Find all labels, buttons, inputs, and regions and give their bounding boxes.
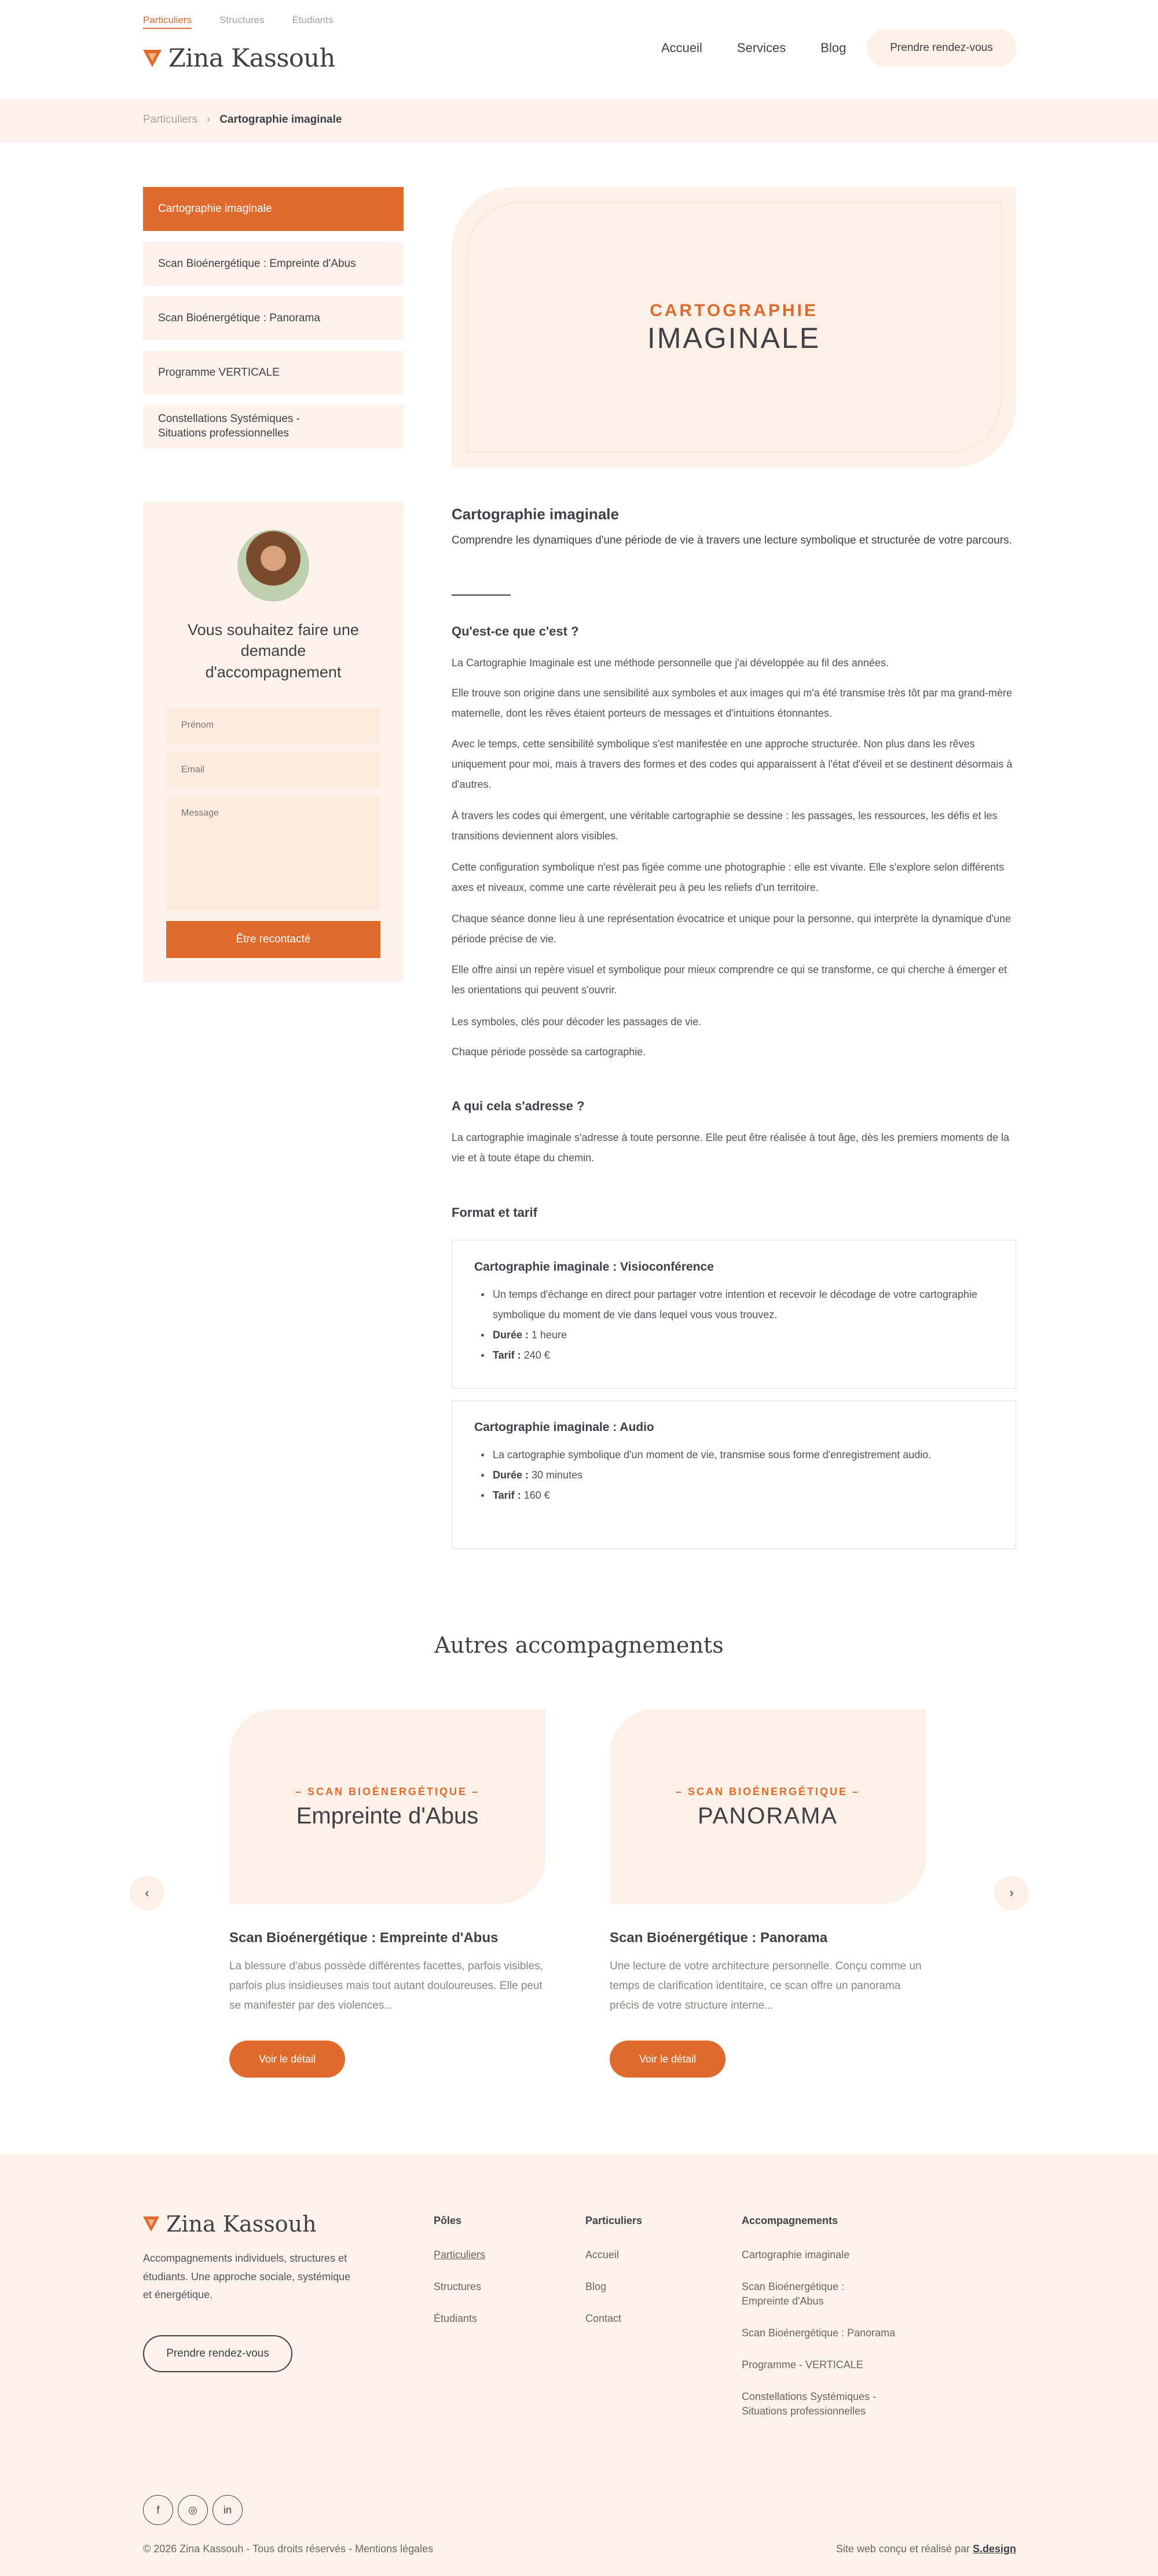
footer-link[interactable]: Accueil bbox=[585, 2249, 620, 2261]
format-duration: Durée : 1 heure bbox=[493, 1325, 994, 1345]
card-description: Une lecture de votre architecture personnelle. Conçu comme un temps de clarification identitaire, ce scan offre un panorama précis de votre structure interne... bbox=[610, 1960, 922, 2012]
card-detail-button[interactable]: Voir le détail bbox=[610, 2041, 725, 2078]
footer-description: Accompagnements individuels, structures et étudiants. Une approche sociale, systémique et énergétique. bbox=[143, 2252, 351, 2300]
credit: Site web conçu et réalisé par S.design bbox=[835, 2543, 1016, 2555]
footer-link[interactable]: Scan Bioénergétique : Panorama bbox=[742, 2327, 896, 2339]
credit-link[interactable]: S.design bbox=[972, 2543, 1016, 2555]
footer-col-heading: Pôles bbox=[434, 2215, 462, 2226]
others-heading: Autres accompagnements bbox=[434, 1632, 724, 1658]
format-card-visio bbox=[452, 1240, 1016, 1389]
carousel-prev-button[interactable]: ‹ bbox=[130, 1876, 164, 1910]
what-paragraph-9: Chaque période possède sa cartographie. bbox=[452, 1046, 646, 1058]
footer-rdv-button[interactable]: Prendre rendez-vous bbox=[143, 2335, 292, 2372]
logo-name: Zina Kassouh bbox=[168, 44, 335, 73]
carousel-next-button[interactable]: › bbox=[994, 1876, 1029, 1910]
card-image-title: Empreinte d'Abus bbox=[296, 1803, 479, 1829]
card-description: La blessure d'abus possède différentes facettes, parfois visibles, parfois plus insidieuses mais tout autant douloureuses. Elle peut se manifester par des violences... bbox=[229, 1960, 543, 2012]
footer-link[interactable]: Étudiants bbox=[434, 2313, 478, 2324]
format-title: Cartographie imaginale : Audio bbox=[474, 1421, 654, 1434]
what-paragraph-7: Elle offre ainsi un repère visuel et symbolique pour mieux comprendre ce qui se transforme, ce qui cherche à émerger et les orientations qui peuvent s'ouvrir. bbox=[452, 964, 1007, 996]
format-price: Tarif : 240 € bbox=[493, 1345, 994, 1366]
format-title: Cartographie imaginale : Visioconférence bbox=[474, 1260, 714, 1274]
what-paragraph-2: Elle trouve son origine dans une sensibilité aux symboles et aux images qui m'a été transmise très tôt par ma grand-mère maternelle, dont les rêves étaient porteurs de messages et d'intuitions étonnantes. bbox=[452, 687, 1012, 720]
card-title[interactable]: Scan Bioénergétique : Panorama bbox=[610, 1930, 828, 1946]
content-title: Cartographie imaginale bbox=[452, 505, 619, 523]
sidebar-item-label: Constellations Systémiques - Situations professionnelles bbox=[158, 413, 300, 439]
footer-col-heading: Accompagnements bbox=[742, 2215, 838, 2226]
format-duration: Durée : 30 minutes bbox=[493, 1465, 994, 1485]
format-card-audio bbox=[452, 1400, 1016, 1549]
card-image-title: PANORAMA bbox=[698, 1803, 838, 1829]
breadcrumb bbox=[143, 113, 342, 126]
breadcrumb-current: Cartographie imaginale bbox=[219, 113, 342, 126]
message-textarea[interactable] bbox=[166, 797, 380, 911]
footer-link[interactable]: Blog bbox=[585, 2281, 607, 2292]
sidebar-item-cartographie[interactable]: Cartographie imaginale bbox=[143, 187, 404, 231]
footer-link[interactable]: Constellations Systémiques - Situations professionnelles bbox=[742, 2391, 877, 2417]
format-price: Tarif : 160 € bbox=[493, 1485, 994, 1506]
copyright: © 2026 Zina Kassouh - Tous droits réservés - Mentions légales bbox=[143, 2543, 434, 2555]
format-desc: La cartographie symbolique d'un moment de vie, transmise sous forme d'enregistrement audio. bbox=[493, 1445, 994, 1465]
footer-link[interactable]: Programme - VERTICALE bbox=[742, 2359, 863, 2370]
what-paragraph-4: À travers les codes qui émergent, une véritable cartographie se dessine : les passages, les ressources, les défis et les transitions deviennent alors visibles. bbox=[452, 810, 998, 842]
format-heading: Format et tarif bbox=[452, 1205, 537, 1220]
content-subtitle: Comprendre les dynamiques d'une période de vie à travers une lecture symbolique et structurée de votre parcours. bbox=[452, 534, 1012, 546]
avatar bbox=[237, 530, 309, 601]
sidebar-item-empreinte[interactable]: Scan Bioénergétique : Empreinte d'Abus bbox=[143, 242, 404, 286]
card-kicker: – SCAN BIOÉNERGÉTIQUE – bbox=[295, 1786, 480, 1797]
what-paragraph-6: Chaque séance donne lieu à une représentation évocatrice et unique pour la personne, qui interprète la dynamique d'une période précise de vie. bbox=[452, 913, 1012, 945]
contact-title: Vous souhaitez faire une demande d'accompagnement bbox=[188, 621, 359, 681]
header-rdv-button[interactable]: Prendre rendez-vous bbox=[867, 30, 1016, 67]
card-kicker: – SCAN BIOÉNERGÉTIQUE – bbox=[675, 1786, 860, 1797]
footer-logo-name: Zina Kassouh bbox=[166, 2211, 317, 2237]
what-paragraph-3: Avec le temps, cette sensibilité symbolique s'est manifestée en une approche structurée. Non plus dans les rêves uniquement pour moi, mais à travers des formes et des codes qui apparaissent à l'état d'éveil et se destinent désormais à d'autres. bbox=[452, 738, 1013, 791]
footer-link[interactable]: Structures bbox=[434, 2281, 482, 2292]
logo-triangle-icon bbox=[143, 2215, 159, 2233]
firstname-input[interactable] bbox=[166, 707, 380, 743]
hero-kicker: CARTOGRAPHIE bbox=[650, 301, 818, 320]
pole-etudiants[interactable]: Étudiants bbox=[292, 14, 334, 25]
sidebar-item-panorama[interactable]: Scan Bioénergétique : Panorama bbox=[143, 296, 404, 340]
what-paragraph-1: La Cartographie Imaginale est une méthode personnelle que j'ai développée au fil des années. bbox=[452, 657, 889, 669]
nav-blog[interactable]: Blog bbox=[820, 41, 846, 55]
main-nav bbox=[661, 41, 846, 56]
footer-link[interactable]: Scan Bioénergétique : Empreinte d'Abus bbox=[742, 2281, 845, 2307]
who-paragraph: La cartographie imaginale s'adresse à toute personne. Elle peut être réalisée à tout âge, dès les premiers moments de la vie et à toute étape du chemin. bbox=[452, 1132, 1009, 1164]
who-heading: A qui cela s'adresse ? bbox=[452, 1099, 585, 1113]
pole-structures[interactable]: Structures bbox=[219, 14, 265, 25]
logo-triangle-icon bbox=[143, 49, 162, 68]
email-input[interactable] bbox=[166, 752, 380, 788]
hero-title: IMAGINALE bbox=[647, 322, 821, 354]
facebook-icon[interactable]: f bbox=[143, 2495, 173, 2525]
what-paragraph-5: Cette configuration symbolique n'est pas figée comme une photographie : elle est vivante. Elle s'explore selon différents axes et niveaux, comme une carte révèlerait peu à peu les reliefs d'un territoire. bbox=[452, 861, 1005, 894]
breadcrumb-parent[interactable]: Particuliers bbox=[143, 113, 197, 126]
sidebar-item-constellations[interactable] bbox=[143, 405, 404, 449]
nav-accueil[interactable]: Accueil bbox=[661, 41, 702, 55]
footer-logo[interactable] bbox=[143, 2211, 317, 2237]
card-title[interactable]: Scan Bioénergétique : Empreinte d'Abus bbox=[229, 1930, 499, 1946]
format-desc: Un temps d'échange en direct pour partager votre intention et recevoir le décodage de votre cartographie symbolique du moment de vie dans lequel vous vous trouvez. bbox=[493, 1285, 994, 1325]
footer-col-heading: Particuliers bbox=[585, 2215, 643, 2226]
content-divider bbox=[452, 595, 511, 596]
breadcrumb-separator: › bbox=[206, 113, 211, 126]
what-heading: Qu'est-ce que c'est ? bbox=[452, 624, 579, 639]
pole-switcher bbox=[143, 14, 333, 29]
instagram-icon[interactable]: ◎ bbox=[178, 2495, 208, 2525]
contact-submit-button[interactable]: Être recontacté bbox=[166, 921, 380, 958]
what-paragraph-8: Les symboles, clés pour décoder les passages de vie. bbox=[452, 1016, 702, 1028]
linkedin-icon[interactable]: in bbox=[212, 2495, 243, 2525]
footer-link[interactable]: Contact bbox=[585, 2313, 622, 2324]
site-logo[interactable] bbox=[143, 44, 335, 73]
nav-services[interactable]: Services bbox=[736, 41, 786, 55]
pole-particuliers[interactable]: Particuliers bbox=[143, 14, 192, 29]
card-detail-button[interactable]: Voir le détail bbox=[229, 2041, 345, 2078]
footer-link[interactable]: Particuliers bbox=[434, 2249, 486, 2261]
sidebar-item-verticale[interactable]: Programme VERTICALE bbox=[143, 351, 404, 395]
footer-link[interactable]: Cartographie imaginale bbox=[742, 2249, 850, 2261]
